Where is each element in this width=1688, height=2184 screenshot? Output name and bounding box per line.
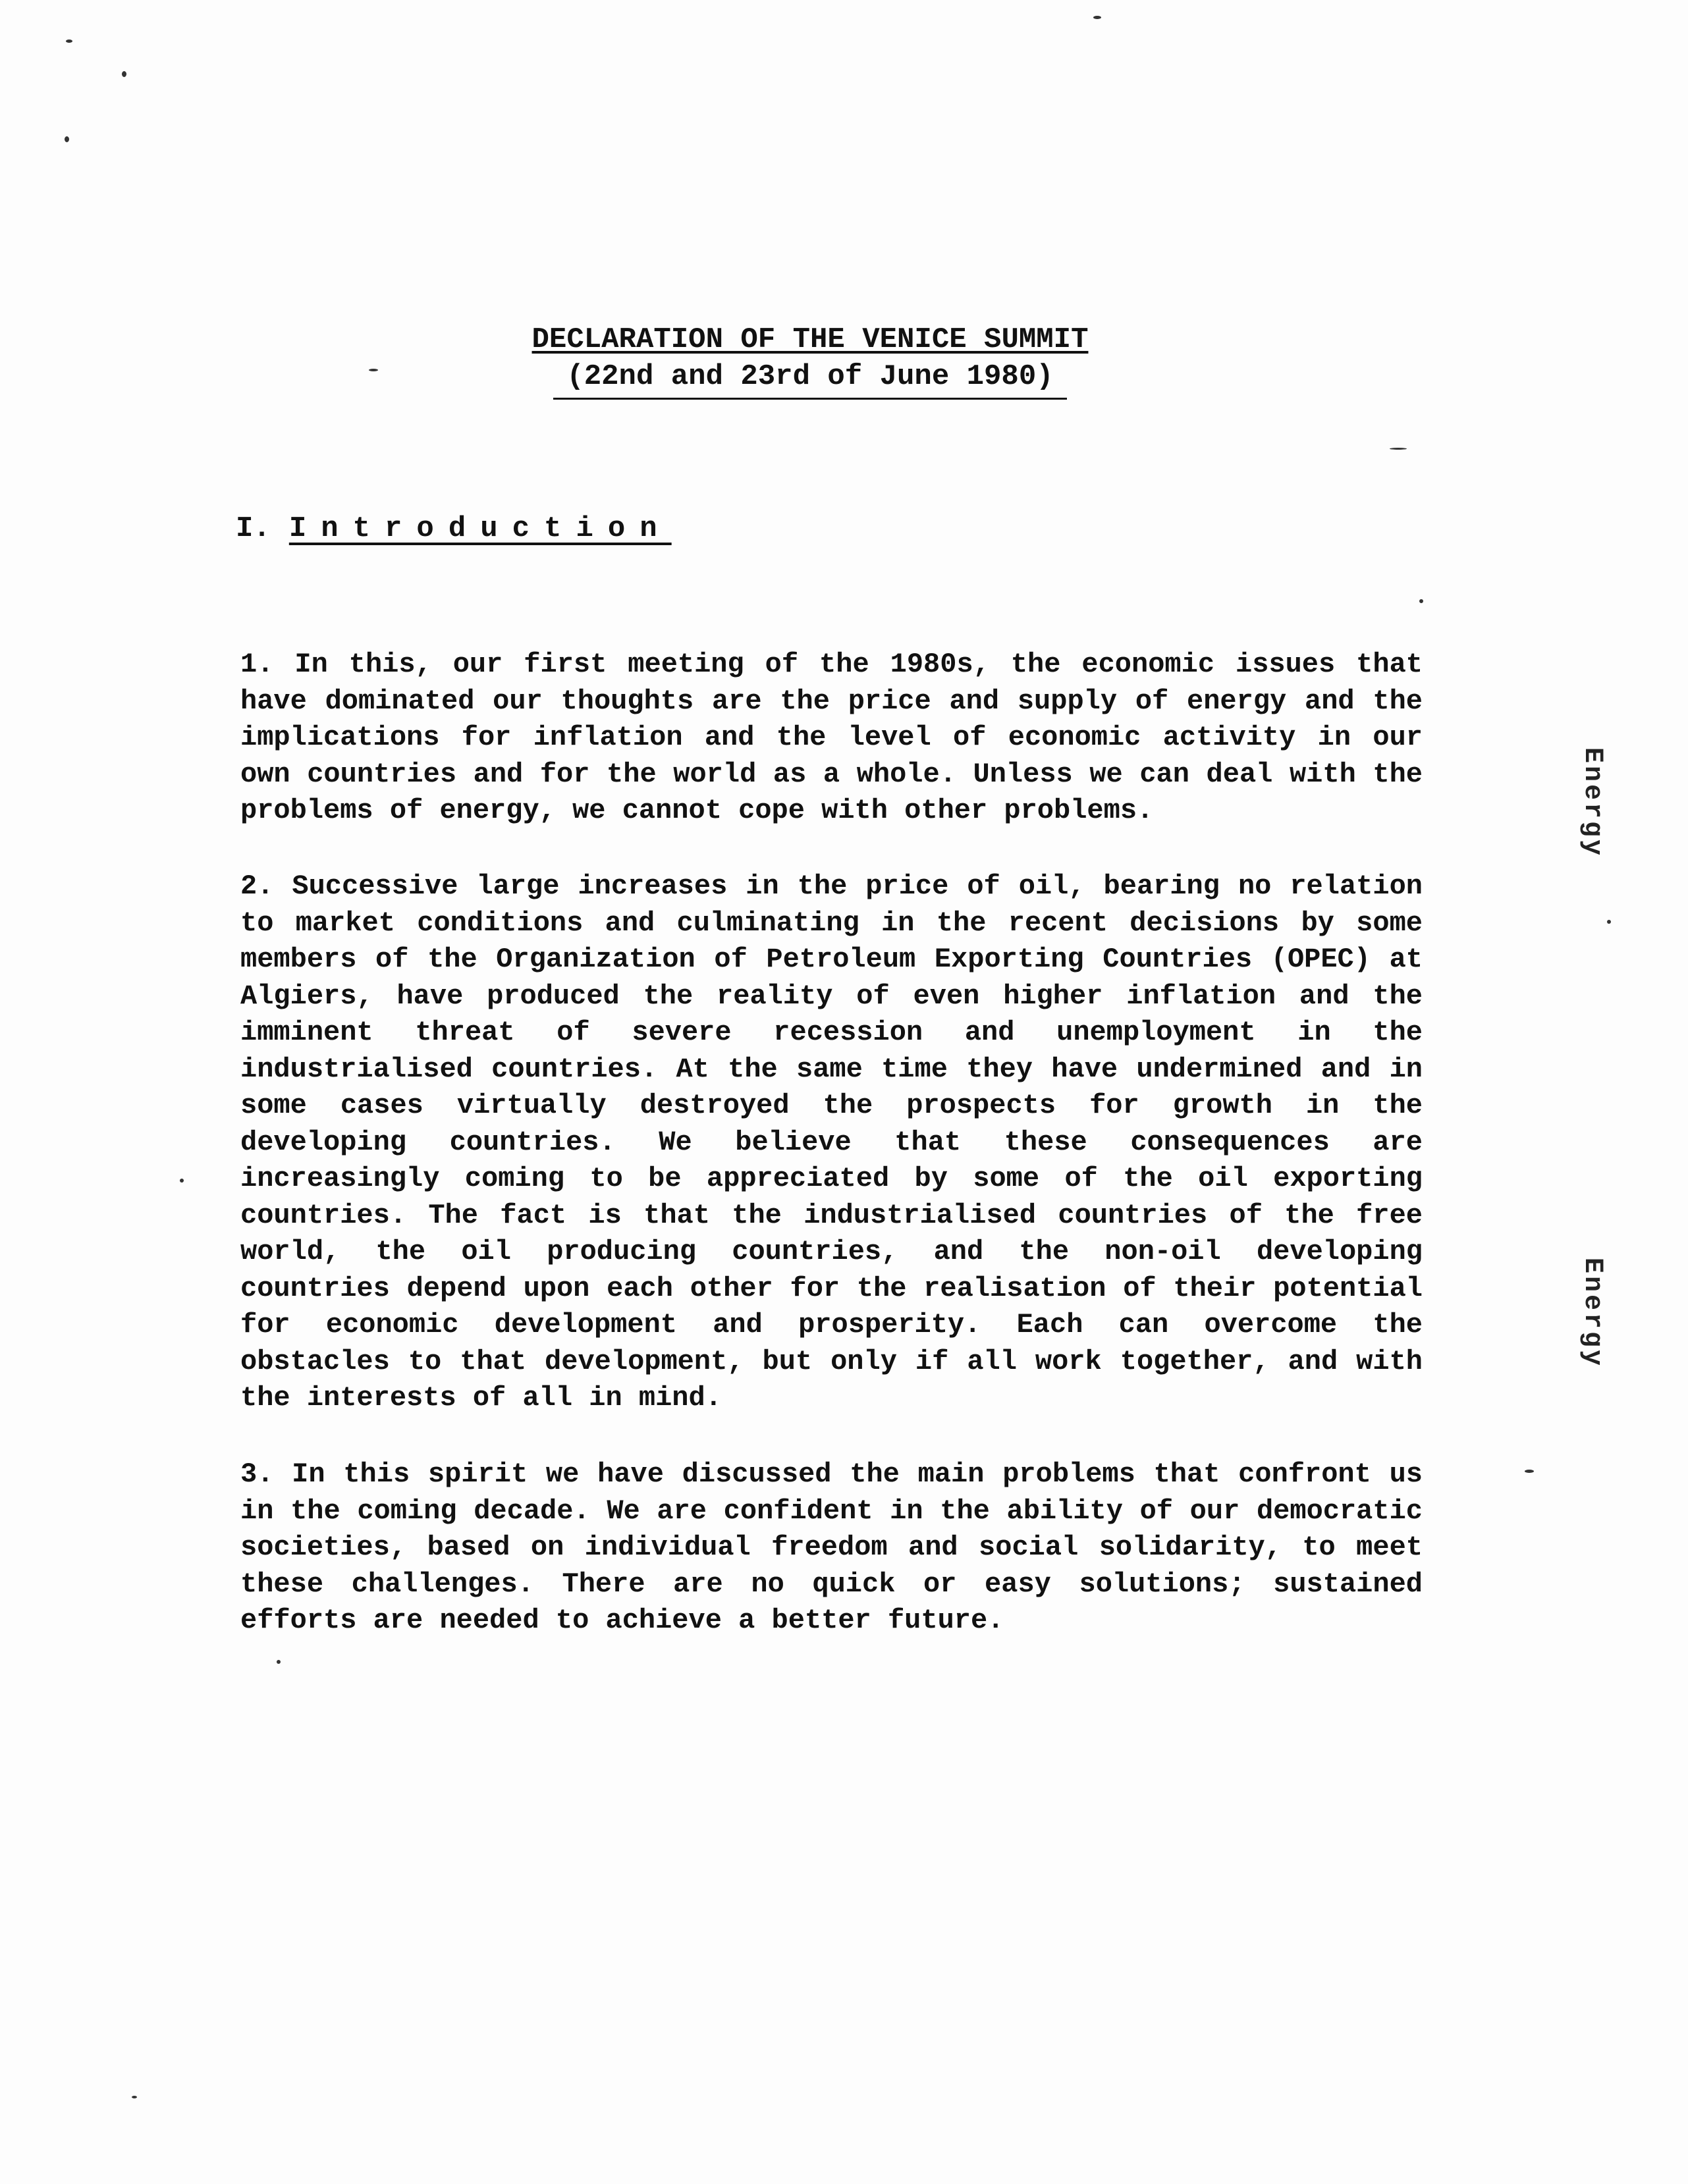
scan-speck [132, 2096, 137, 2098]
document-title: DECLARATION OF THE VENICE SUMMIT [531, 323, 1089, 356]
scan-speck [1607, 920, 1611, 924]
scan-speck [1093, 16, 1101, 19]
margin-note-energy: Energy [1577, 747, 1607, 859]
margin-note-energy: Energy [1577, 1258, 1607, 1369]
section-number: I. [236, 512, 271, 545]
section-title: Introduction [288, 512, 672, 545]
scan-speck [1419, 599, 1423, 603]
scan-speck [369, 369, 378, 371]
document-subtitle: (22nd and 23rd of June 1980) [553, 358, 1066, 400]
scan-speck [1525, 1470, 1534, 1473]
paragraph-2: 2. Successive large increases in the price of oil, bearing no relation to market conditions and culminating in the recent decisions by some members of the Organization of Petroleum Exporting Countries (OPEC) at Algiers, have produced the reality of even higher inflation and the imminent threat of severe recession and unemployment in the industrialised countries. At the same time they have undermined and in some cases virtually destroyed the prospects for growth in the developing countries. We believe that these consequences are increasingly coming to be appreciated by some of the oil exporting countries. The fact is that the industrialised countries of the free world, the oil producing countries, and the non-oil developing countries depend upon each other for the realisation of their potential for economic development and prosperity. Each can overcome the obstacles to that development, but only if all work together, and with the interests of all in mind. [240, 870, 1423, 1414]
paragraph-3: 3. In this spirit we have discussed the main problems that confront us in the coming decade. We are confident in the ability of our democratic societies, based on individual freedom and social solidarity, to meet these challenges. There are no quick or easy solutions; sustained efforts are needed to achieve a better future. [240, 1458, 1423, 1636]
paragraph-1: 1. In this, our first meeting of the 1980s, the economic issues that have dominated our thoughts are the price and supply of energy and the implications for inflation and the level of economic activity in our own countries and for the world as a whole. Unless we can deal with the problems of energy, we cannot cope with other problems. [240, 649, 1423, 826]
scan-speck [1390, 448, 1407, 450]
scan-speck [66, 40, 72, 43]
scan-speck [277, 1660, 281, 1664]
scan-speck [122, 71, 126, 77]
title-block [514, 321, 1106, 400]
section-heading [236, 510, 672, 547]
scan-speck [65, 136, 69, 142]
scan-speck [180, 1179, 184, 1183]
